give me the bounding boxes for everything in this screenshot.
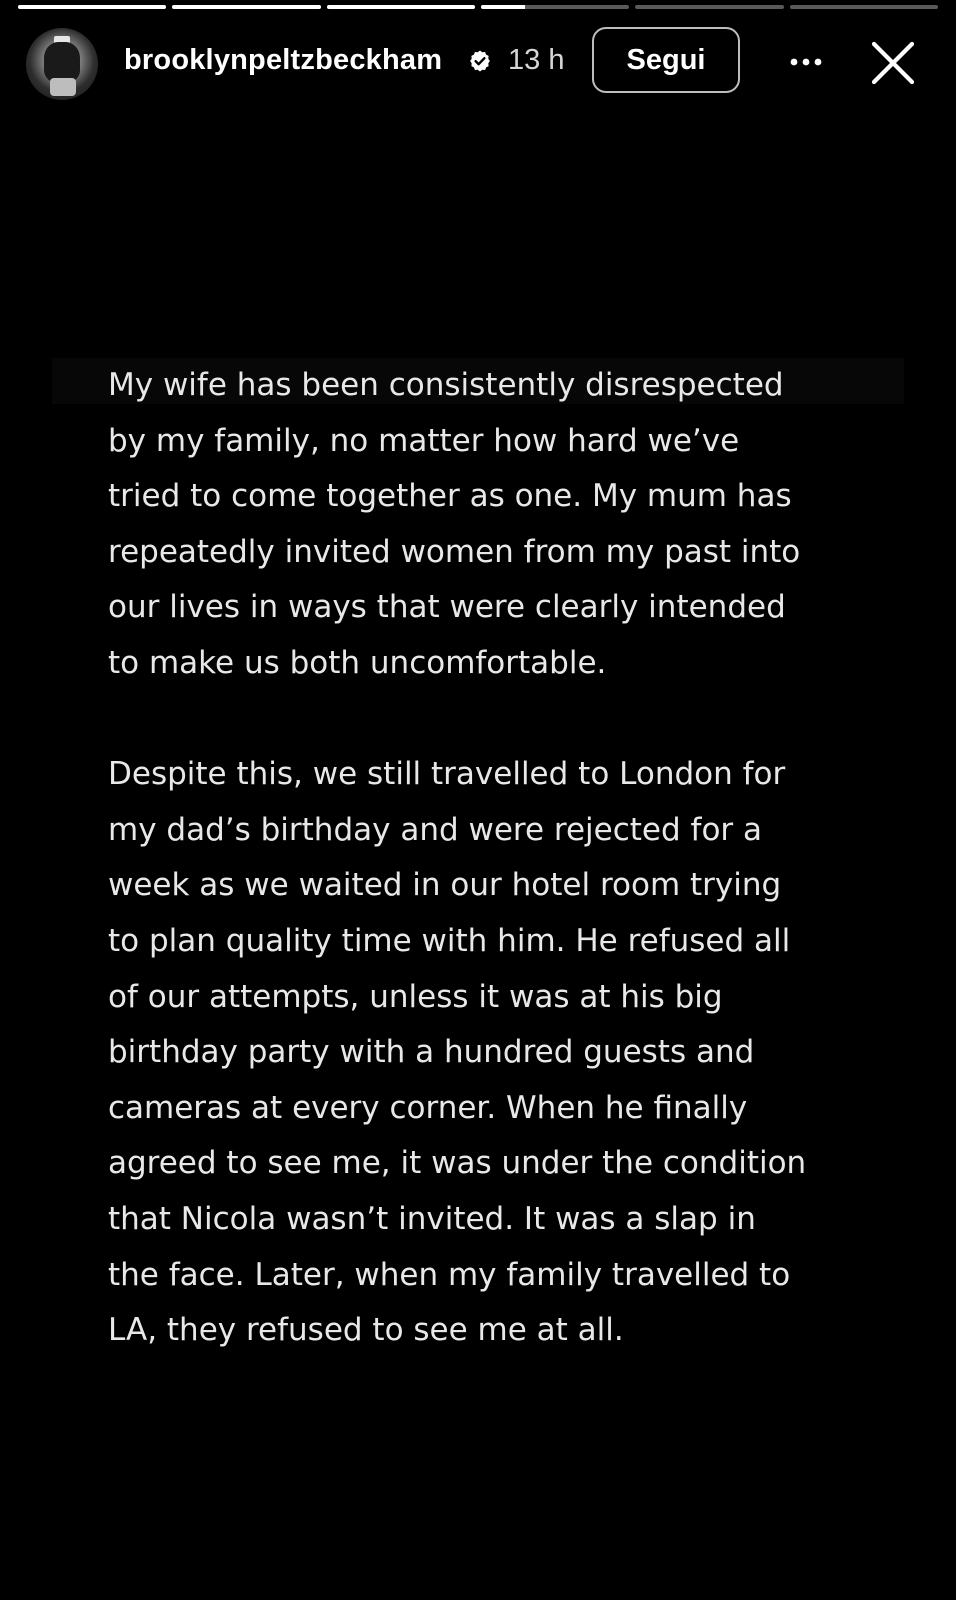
progress-segment — [635, 5, 783, 9]
text-line: to plan quality time with him. He refused all — [108, 922, 791, 959]
text-line: by my family, no matter how hard we’ve — [108, 422, 740, 459]
progress-segment — [327, 5, 475, 9]
story-text — [108, 358, 908, 1359]
text-line: repeatedly invited women from my past into — [108, 533, 801, 570]
text-line: to make us both uncomfortable. — [108, 644, 607, 681]
text-line: agreed to see me, it was under the condition — [108, 1145, 807, 1182]
text-line: Despite this, we still travelled to London for — [108, 756, 786, 793]
follow-button[interactable]: Segui — [592, 27, 740, 93]
text-line: my dad’s birthday and were rejected for a — [108, 811, 763, 848]
post-time: 13 h — [508, 44, 565, 76]
text-line: our lives in ways that were clearly intended — [108, 589, 786, 626]
avatar[interactable] — [26, 28, 98, 100]
text-line: week as we waited in our hotel room trying — [108, 867, 782, 904]
paragraph — [108, 358, 908, 692]
progress-segment — [172, 5, 320, 9]
text-line: LA, they refused to see me at all. — [108, 1312, 624, 1349]
progress-segment — [790, 5, 938, 9]
text-line: birthday party with a hundred guests and — [108, 1034, 755, 1071]
progress-segment — [18, 5, 166, 9]
story-header — [0, 26, 956, 98]
username-link[interactable]: brooklynpeltzbeckham — [124, 44, 443, 76]
paragraph — [108, 747, 908, 1359]
text-line: that Nicola wasn’t invited. It was a slap in — [108, 1200, 756, 1237]
story-progress-bar — [18, 5, 938, 9]
close-icon[interactable] — [868, 38, 918, 88]
text-line: tried to come together as one. My mum has — [108, 478, 792, 515]
progress-segment — [481, 5, 629, 9]
text-line: the face. Later, when my family travelled to — [108, 1256, 791, 1293]
text-line: My wife has been consistently disrespected — [108, 367, 784, 403]
more-horizontal-icon[interactable] — [784, 40, 828, 84]
text-line: cameras at every corner. When he finally — [108, 1089, 748, 1126]
text-line: of our attempts, unless it was at his big — [108, 978, 723, 1015]
verified-badge-icon — [468, 49, 492, 73]
